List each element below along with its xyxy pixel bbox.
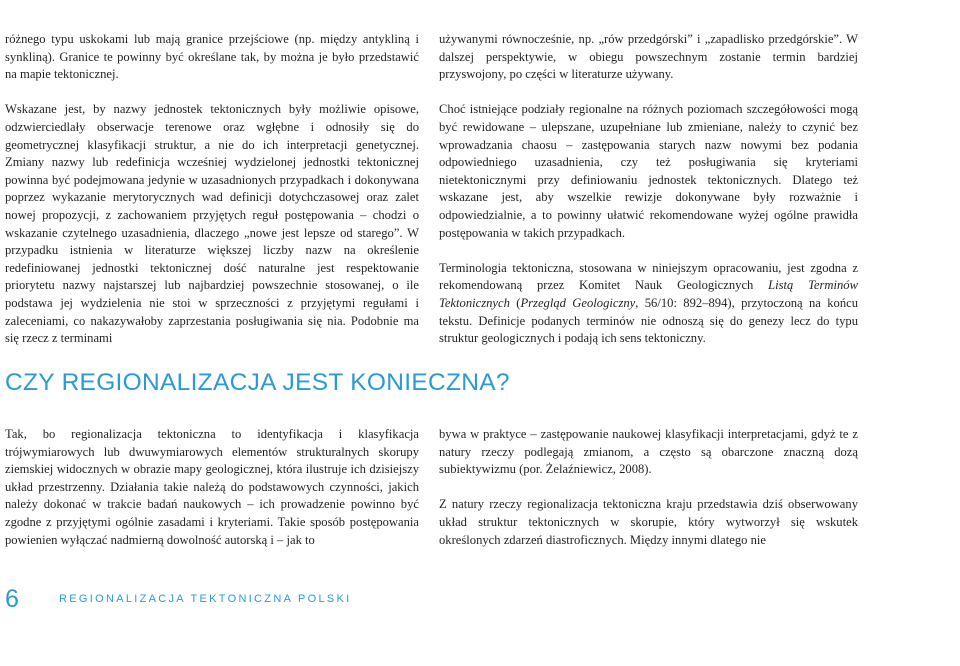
paragraph-terminology — [439, 260, 858, 348]
paragraph: różnego typu uskokami lub mają granice przejściowe (np. między antykliną i synkliną). Granice te powinny być określane tak, by można je było przedstawić na mapie tektonicznej. — [5, 32, 419, 82]
italic-title-journal: Przegląd Geologiczny — [520, 295, 636, 310]
paragraph: Z natury rzeczy regionalizacja tektoniczna kraju przedstawia dziś obserwowany układ struktur tektonicznych w skorupie, który wytworzył się wskutek określonych zdarzeń diastroficznych. Między innymi dlatego nie — [439, 497, 858, 547]
text-run: , 56/10: 892–894), przytoczoną na końcu tekstu. Definicje podanych terminów nie odnoszą się do genezy lecz do typu struktur geologicznych i podają ich sens tektoniczny. — [439, 295, 859, 346]
paragraph: bywa w praktyce – zastępowanie naukowej klasyfikacji interpretacjami, gdyż te z natury rzeczy podlegają zmianom, a często są obarczone znaczną dozą subiektywizmu (por. Żelaźniewicz, 2008). — [439, 427, 858, 477]
bottom-left-column — [5, 426, 419, 549]
top-left-column — [5, 31, 419, 348]
paragraph: Choć istniejące podziały regionalne na różnych poziomach szczegółowości mogą być rewidowane – ulepszane, uzupełniane lub zmieniane, należy to czynić bez wprowadzania chaosu – zastępowania starych nazw nowymi bez podania odpowiedniego uzasadnienia, czy też posługiwania się kryteriami nietektonicznymi przy definiowaniu jednostek tektonicznych. Dlatego też wskazane jest, aby wszelkie rewizje dokonywane były rozważnie i odpowiedzialnie, a to powinny ułatwić rekomendowane wyżej ogólne prawidła postępowania w takich przypadkach. — [439, 102, 858, 240]
paragraph: Tak, bo regionalizacja tektoniczna to identyfikacja i klasyfikacja trójwymiarowych lub dwuwymiarowych elementów strukturalnych skorupy ziemskiej widocznych w obrazie mapy geologicznej, która ilustruje ich dzisiejszy układ przestrzenny. Działania takie należą do podstawowych czynności, jakich należy dokonać w trakcie badań naukowych – ich prowadzenie powinno być zgodne z przyjętymi ogólnie zasadami i kryteriami. Takie sposób postępowania powienien wyłączać nadmierną dowolność autorską i – jak to — [5, 427, 419, 547]
italic-title-list-of-terms: Listą Terminów Tektonicznych — [439, 278, 859, 310]
section-heading: CZY REGIONALIZACJA JEST KONIECZNA? — [5, 369, 510, 396]
running-footer-title: REGIONALIZACJA TEKTONICZNA POLSKI — [59, 593, 352, 605]
paragraph: Wskazane jest, by nazwy jednostek tektonicznych były możliwie opisowe, odzwierciedlały obserwacje terenowe oraz wgłębne i odnosiły się do geometrycznej klasyfikacji struktur, a nie do ich interpretacji genetycznej. Zmiany nazwy lub redefinicja wcześniej wydzielonej jednostki tektonicznej powinna być podejmowana jedynie w uzasadnionych przypadkach i dokonywana poprzez wykazanie merytorycznych wad definicji dotychczasowej oraz zalet nowej propozycji, z zachowaniem przyjętych reguł postępowania – chodzi o wskazanie czytelnego uzasadnienia, dlaczego „nowe jest lepsze od starego”. W przypadku istnienia w literaturze większej liczby nazw na określenie redefiniowanej jednostki tektonicznej dość naturalne jest respektowanie priorytetu nazwy najstarszej lub najbardziej powszechnie stosowanej, o ile podstawa jej wydzielenia nie stoi w sprzeczności z przyjętymi regułami i zaleceniami, co nakazywałoby zaprzestania posługiwania się nia. Podobnie ma się rzecz z terminami — [5, 102, 419, 346]
bottom-right-column — [439, 426, 858, 549]
top-right-column — [439, 31, 858, 348]
text-run: ( — [509, 295, 521, 310]
page-number: 6 — [5, 585, 19, 613]
paragraph: używanymi równocześnie, np. „rów przedgórski” i „zapadlisko przedgórskie”. W dalszej perspektywie, w obiegu powszechnym zostanie termin bardziej przyswojony, po części w literaturze używany. — [439, 32, 858, 82]
text-run: Terminologia tektoniczna, stosowana w niniejszym opracowaniu, jest zgodna z rekomendowaną przez Komitet Nauk Geologicznych — [439, 260, 858, 293]
